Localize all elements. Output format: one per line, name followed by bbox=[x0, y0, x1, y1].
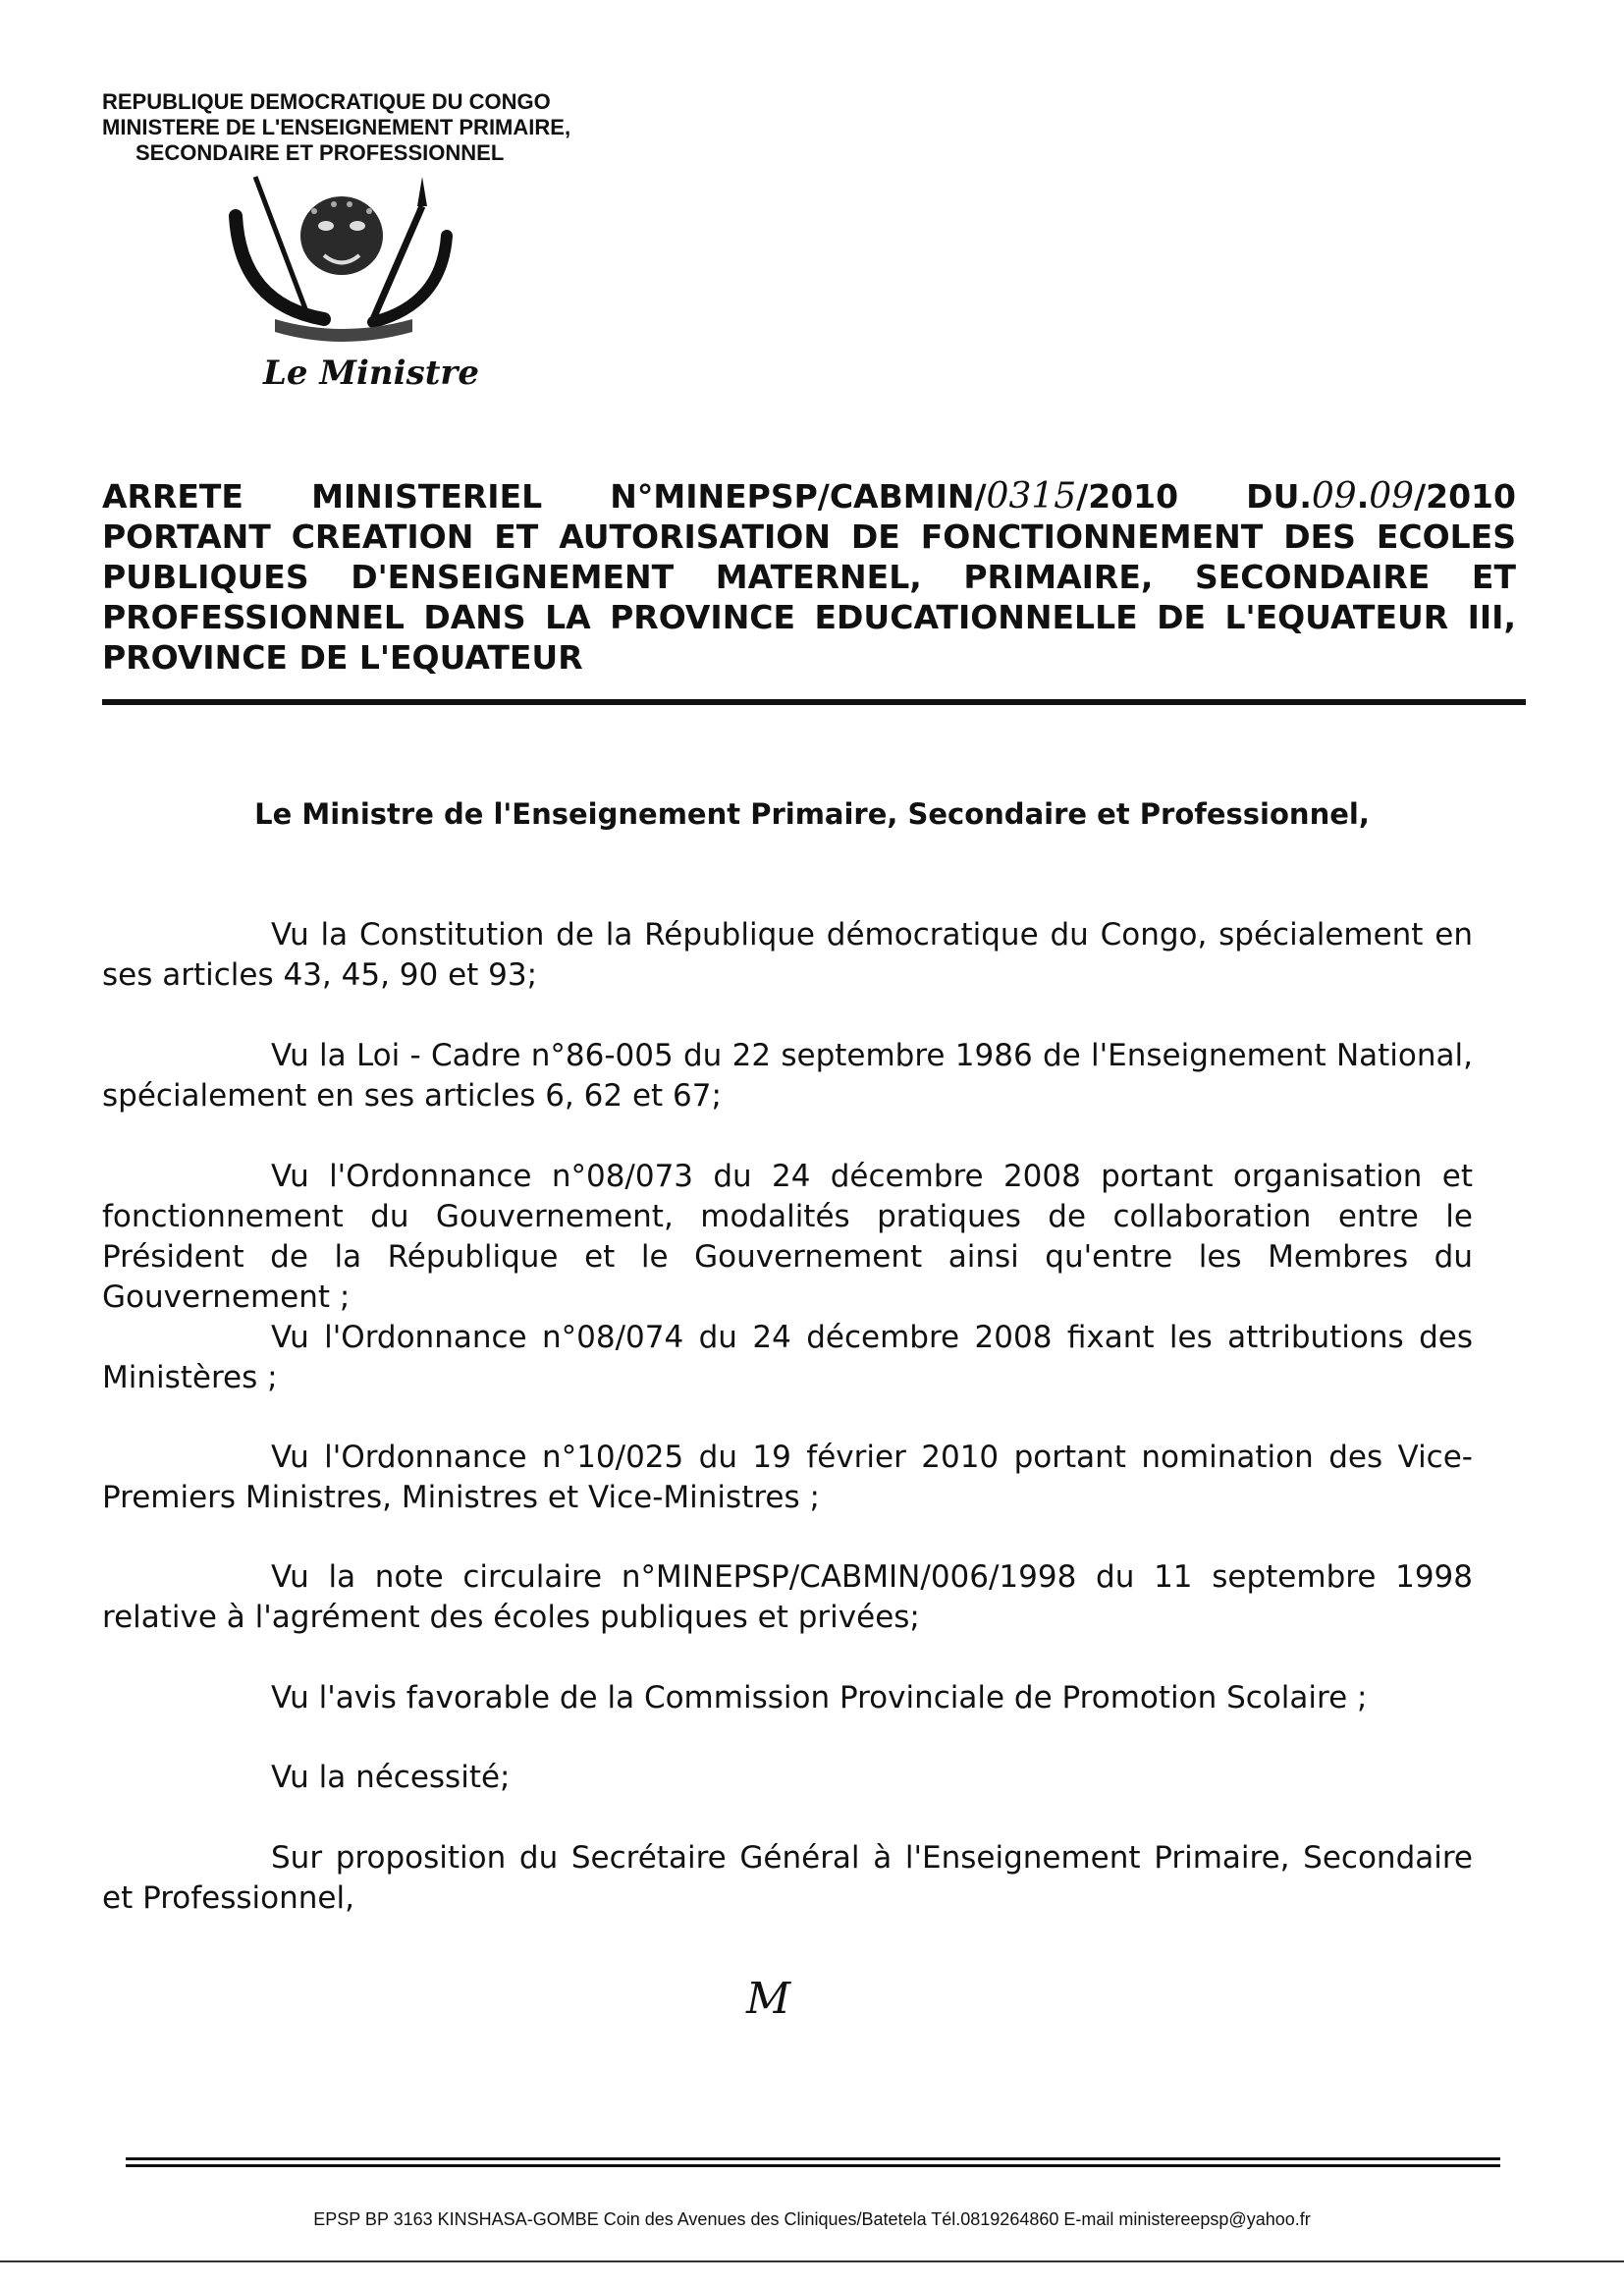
paragraph-ordonnance-10-025: Vu l'Ordonnance n°10/025 du 19 février 2010 portant nomination des Vice-Premiers Ministres, Ministres et Vice-Ministres ; bbox=[102, 1440, 1473, 1515]
date-year: /2010 bbox=[1414, 477, 1516, 516]
paragraph-proposition: Sur proposition du Secrétaire Général à l'Enseignement Primaire, Secondaire et Professionnel, bbox=[102, 1840, 1473, 1916]
title-word: MINISTERIEL bbox=[311, 477, 543, 516]
title-line-2: PORTANT CREATION ET AUTORISATION DE FONCTIONNEMENT DES ECOLES bbox=[102, 517, 1516, 556]
title-line-4: PROFESSIONNEL DANS LA PROVINCE EDUCATIONNELLE DE L'EQUATEUR III, bbox=[102, 598, 1516, 636]
footer-rule-bottom bbox=[126, 2164, 1500, 2167]
paragraph-ordonnance-08-073: Vu l'Ordonnance n°08/073 du 24 décembre 2008 portant organisation et fonctionnement du Gouvernement, modalités pratiques de collaboration entre le Président de la République et le Gouvernement ainsi qu'entre les Membres du Gouvernement ; bbox=[102, 1159, 1473, 1315]
paragraph-note-circulaire: Vu la note circulaire n°MINEPSP/CABMIN/006/1998 du 11 septembre 1998 relative à l'agrément des écoles publiques et privées; bbox=[102, 1559, 1473, 1635]
date-prefix: DU. bbox=[1246, 477, 1312, 516]
title-word: ARRETE bbox=[102, 477, 244, 516]
paragraph-loi-cadre: Vu la Loi - Cadre n°86-005 du 22 septembre 1986 de l'Enseignement National, spécialement en ses articles 6, 62 et 67; bbox=[102, 1038, 1473, 1114]
footer-address: EPSP BP 3163 KINSHASA-GOMBE Coin des Avenues des Cliniques/Batetela Tél.0819264860 E-mail ministereepsp@yahoo.fr bbox=[313, 2209, 1311, 2229]
title-divider bbox=[102, 699, 1526, 705]
title-line-3: PUBLIQUES D'ENSEIGNEMENT MATERNEL, PRIMAIRE, SECONDAIRE ET bbox=[102, 558, 1516, 596]
paragraph-ordonnance-08-074: Vu l'Ordonnance n°08/074 du 24 décembre 2008 fixant les attributions des Ministères ; bbox=[102, 1320, 1473, 1395]
letterhead-country: REPUBLIQUE DEMOCRATIQUE DU CONGO bbox=[102, 89, 551, 114]
title-line-5: PROVINCE DE L'EQUATEUR bbox=[102, 638, 583, 677]
coat-of-arms-emblem bbox=[216, 157, 471, 354]
handwritten-month: 09 bbox=[1369, 476, 1415, 517]
paragraph-avis-favorable: Vu l'avis favorable de la Commission Provinciale de Promotion Scolaire ; bbox=[271, 1680, 1368, 1715]
scan-bottom-edge bbox=[0, 2260, 1624, 2262]
reference-year: /2010 bbox=[1076, 477, 1179, 516]
reference-prefix: N°MINEPSP/CABMIN/ bbox=[610, 477, 987, 516]
preamble-heading: Le Ministre de l'Enseignement Primaire, Secondaire et Professionnel, bbox=[254, 797, 1370, 831]
letterhead-ministry: MINISTERE DE L'ENSEIGNEMENT PRIMAIRE, bbox=[102, 115, 571, 139]
handwritten-number: 0315 bbox=[986, 476, 1077, 517]
letterhead-ministry-cont: SECONDAIRE ET PROFESSIONNEL bbox=[135, 140, 505, 165]
footer-rule-top bbox=[126, 2157, 1500, 2160]
decree-number-line bbox=[102, 477, 1516, 517]
minister-signature-label: Le Ministre bbox=[263, 354, 479, 393]
handwritten-day: 09 bbox=[1311, 476, 1357, 517]
date-separator: . bbox=[1356, 477, 1370, 516]
decree-date bbox=[1246, 477, 1516, 516]
paragraph-constitution: Vu la Constitution de la République démocratique du Congo, spécialement en ses articles 43, 45, 90 et 93; bbox=[102, 917, 1473, 993]
decree-reference bbox=[610, 477, 1178, 516]
paragraph-necessite: Vu la nécessité; bbox=[271, 1760, 511, 1795]
handwritten-initials: M bbox=[746, 1974, 791, 2024]
